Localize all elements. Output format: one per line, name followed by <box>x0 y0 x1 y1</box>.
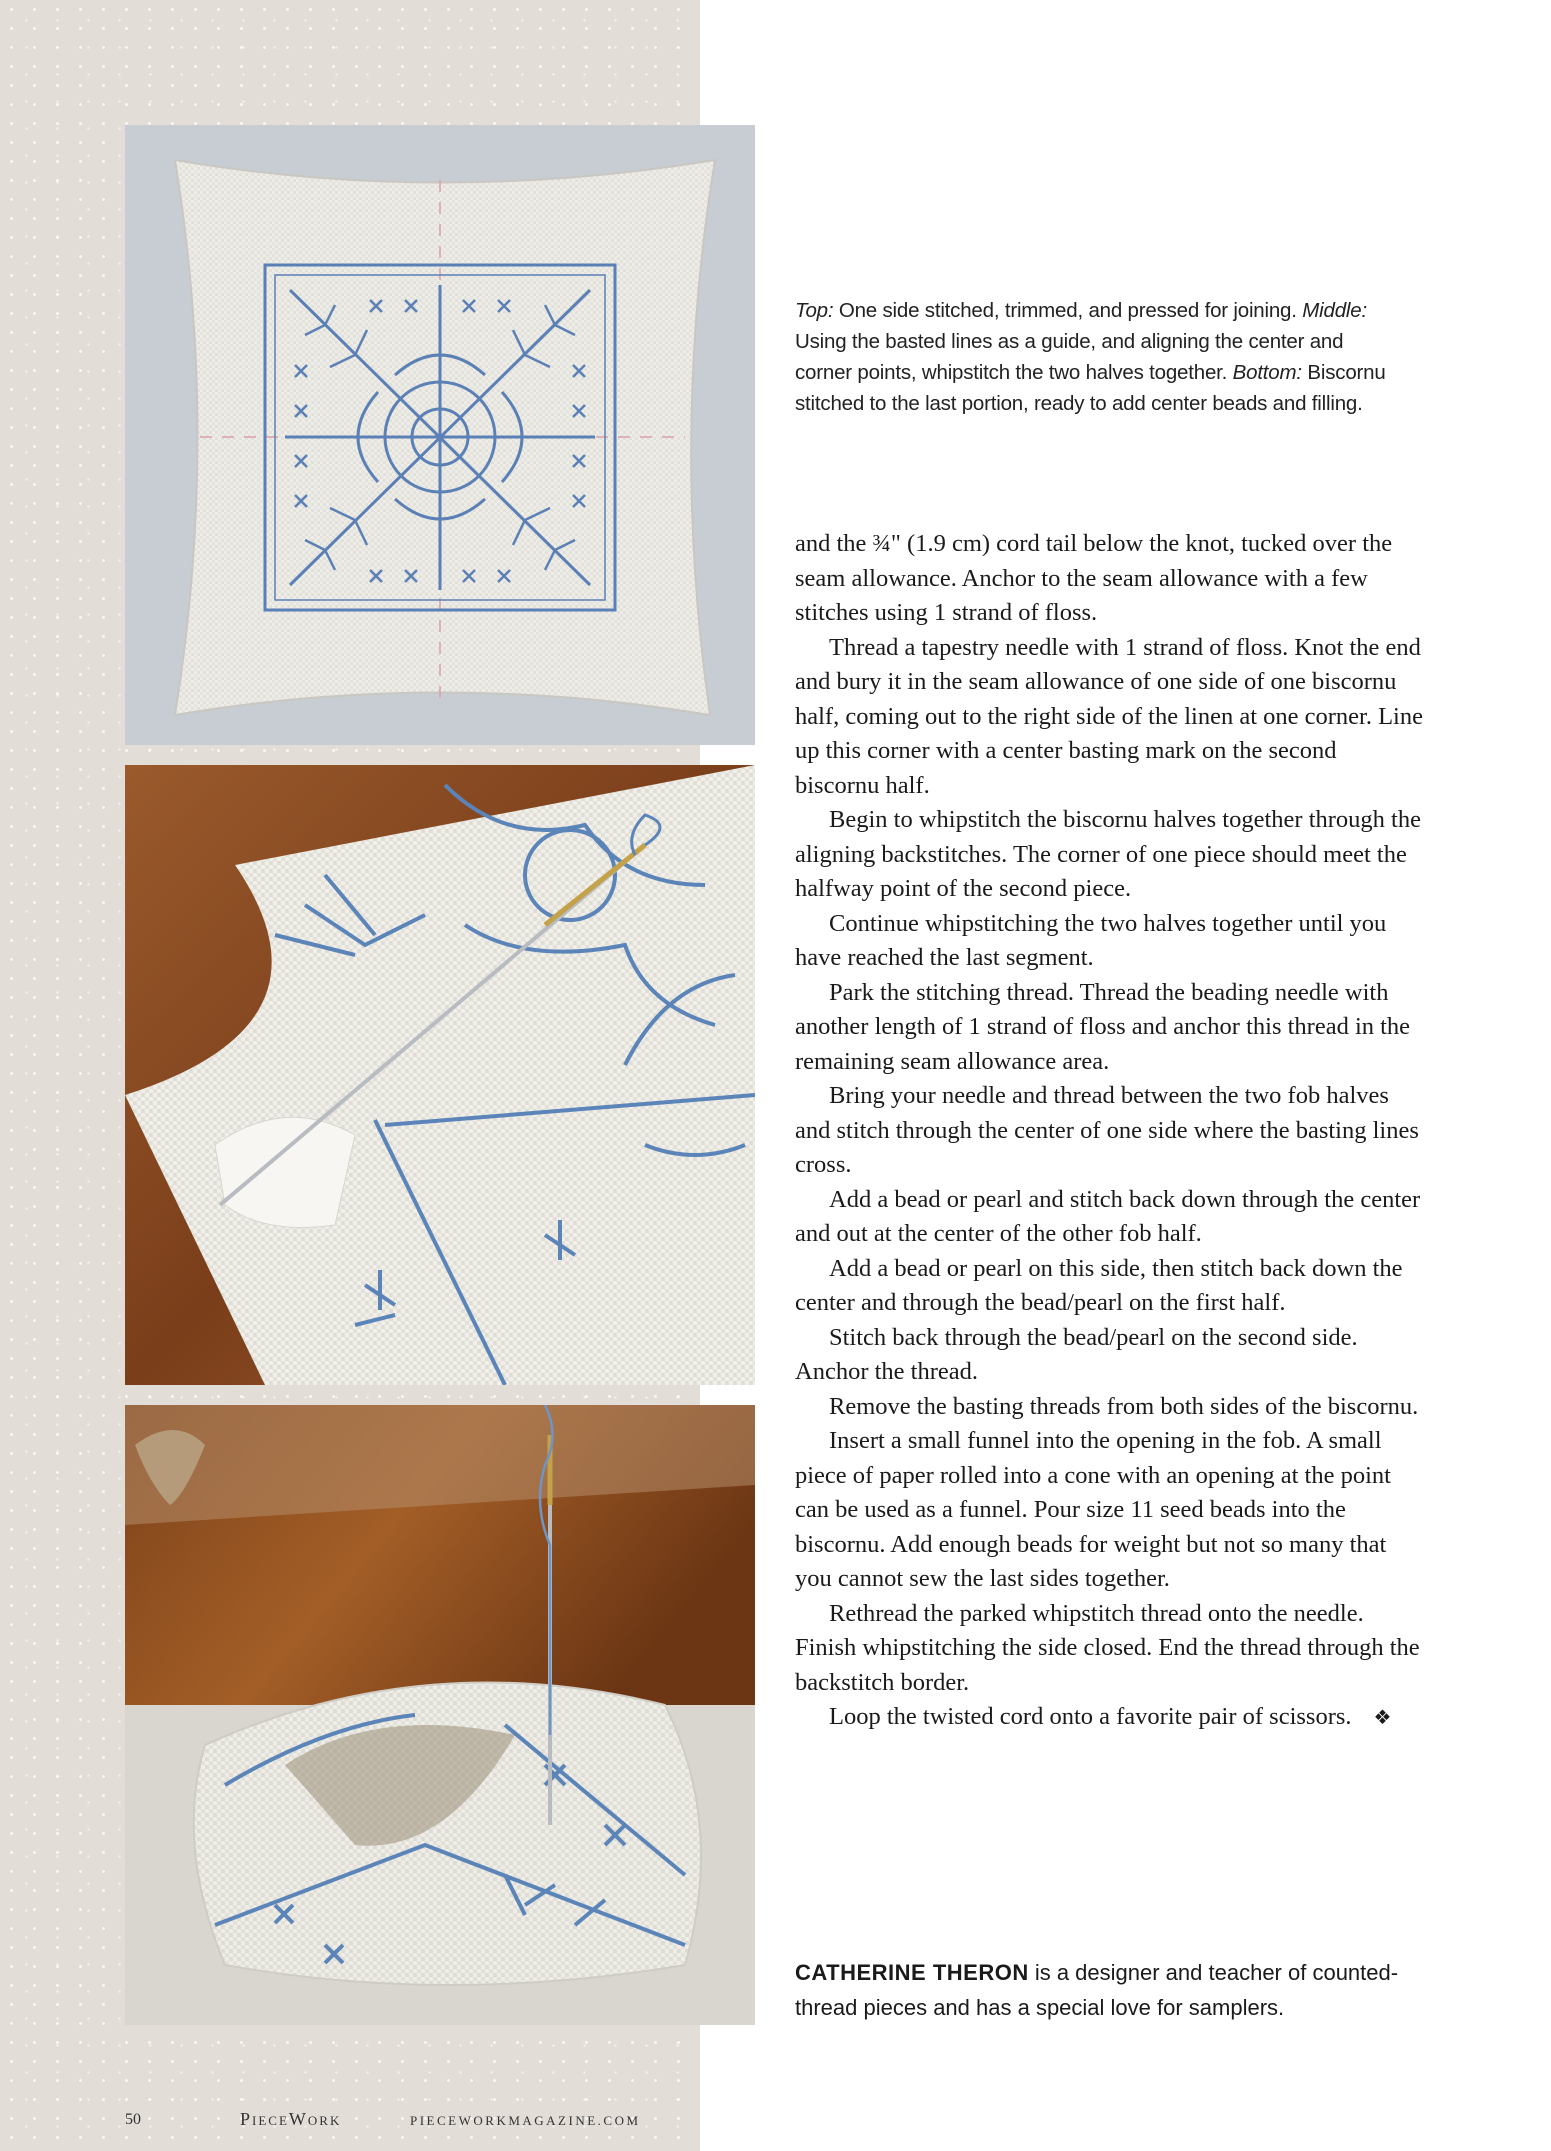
caption-top-text: One side stitched, trimmed, and pressed for joining. <box>833 299 1303 322</box>
body-paragraph: Add a bead or pearl and stitch back down through the center and out at the center of the other fob half. <box>795 1185 1421 1247</box>
body-paragraph-last <box>795 1700 1425 1735</box>
author-bio-text: is a designer and teacher of counted-thread pieces and has a special love for samplers. <box>795 1960 1399 2020</box>
caption-middle-text: Using the basted lines as a guide, and aligning the center and corner points, whipstitch the two halves together. <box>795 330 1344 384</box>
body-paragraph: Bring your needle and thread between the two fob halves and stitch through the center of one side where the basting lines cross. <box>795 1082 1419 1178</box>
body-paragraph: and the ¾" (1.9 cm) cord tail below the knot, tucked over the seam allowance. Anchor to the seam allowance with a few stitches using 1 strand of floss. <box>795 530 1393 626</box>
caption-bottom-text: Biscornu stitched to the last portion, ready to add center beads and filling. <box>795 361 1386 415</box>
caption-top-label: Top: <box>795 299 834 322</box>
body-paragraph: Add a bead or pearl on this side, then stitch back down the center and through the bead/pearl on the first half. <box>795 1254 1403 1316</box>
photo-stitched-square <box>125 125 755 745</box>
body-paragraph: Continue whipstitching the two halves together until you have reached the last segment. <box>795 909 1387 971</box>
author-bio <box>795 1955 1425 2025</box>
caption-bottom-label: Bottom: <box>1232 361 1302 384</box>
body-paragraph: Park the stitching thread. Thread the beading needle with another length of 1 strand of floss and anchor this thread in the remaining seam allowance area. <box>795 978 1411 1075</box>
body-paragraph: Remove the basting threads from both sides of the biscornu. <box>829 1392 1419 1420</box>
magazine-url: PIECEWORKMAGAZINE.COM <box>410 2113 641 2128</box>
article-body <box>795 527 1425 1735</box>
photo-whipstitching <box>125 765 755 1385</box>
body-paragraph: Begin to whipstitch the biscornu halves together through the aligning backstitches. The corner of one piece should meet the halfway point of the second piece. <box>795 806 1421 902</box>
body-paragraph: Stitch back through the bead/pearl on the second side. Anchor the thread. <box>795 1323 1358 1385</box>
body-paragraph-last-text: Loop the twisted cord onto a favorite pair of scissors. <box>829 1703 1352 1730</box>
magazine-name: PieceWork <box>240 2109 342 2129</box>
body-paragraph: Insert a small funnel into the opening in the fob. A small piece of paper rolled into a cone with an opening at the point can be used as a funnel. Pour size 11 seed beads into the biscornu. Add enough beads for weight but not so many that you cannot sew the last sides together. <box>795 1427 1391 1592</box>
snowflake-motif <box>265 265 615 610</box>
photo-caption <box>795 295 1395 419</box>
photo-biscornu-nearly-closed <box>125 1405 755 2025</box>
end-mark-icon: ❖ <box>1373 1705 1392 1729</box>
author-name: CATHERINE THERON <box>795 1960 1029 1985</box>
body-paragraph: Thread a tapestry needle with 1 strand of floss. Knot the end and bury it in the seam allowance of one side of one biscornu half, coming out to the right side of the linen at one corner. Line up this corner with a center basting mark on the second biscornu half. <box>795 633 1423 799</box>
page-number: 50 <box>125 2111 141 2128</box>
caption-middle-label: Middle: <box>1302 299 1367 322</box>
body-paragraph: Rethread the parked whipstitch thread onto the needle. Finish whipstitching the side closed. End the thread through the backstitch border. <box>795 1599 1420 1696</box>
